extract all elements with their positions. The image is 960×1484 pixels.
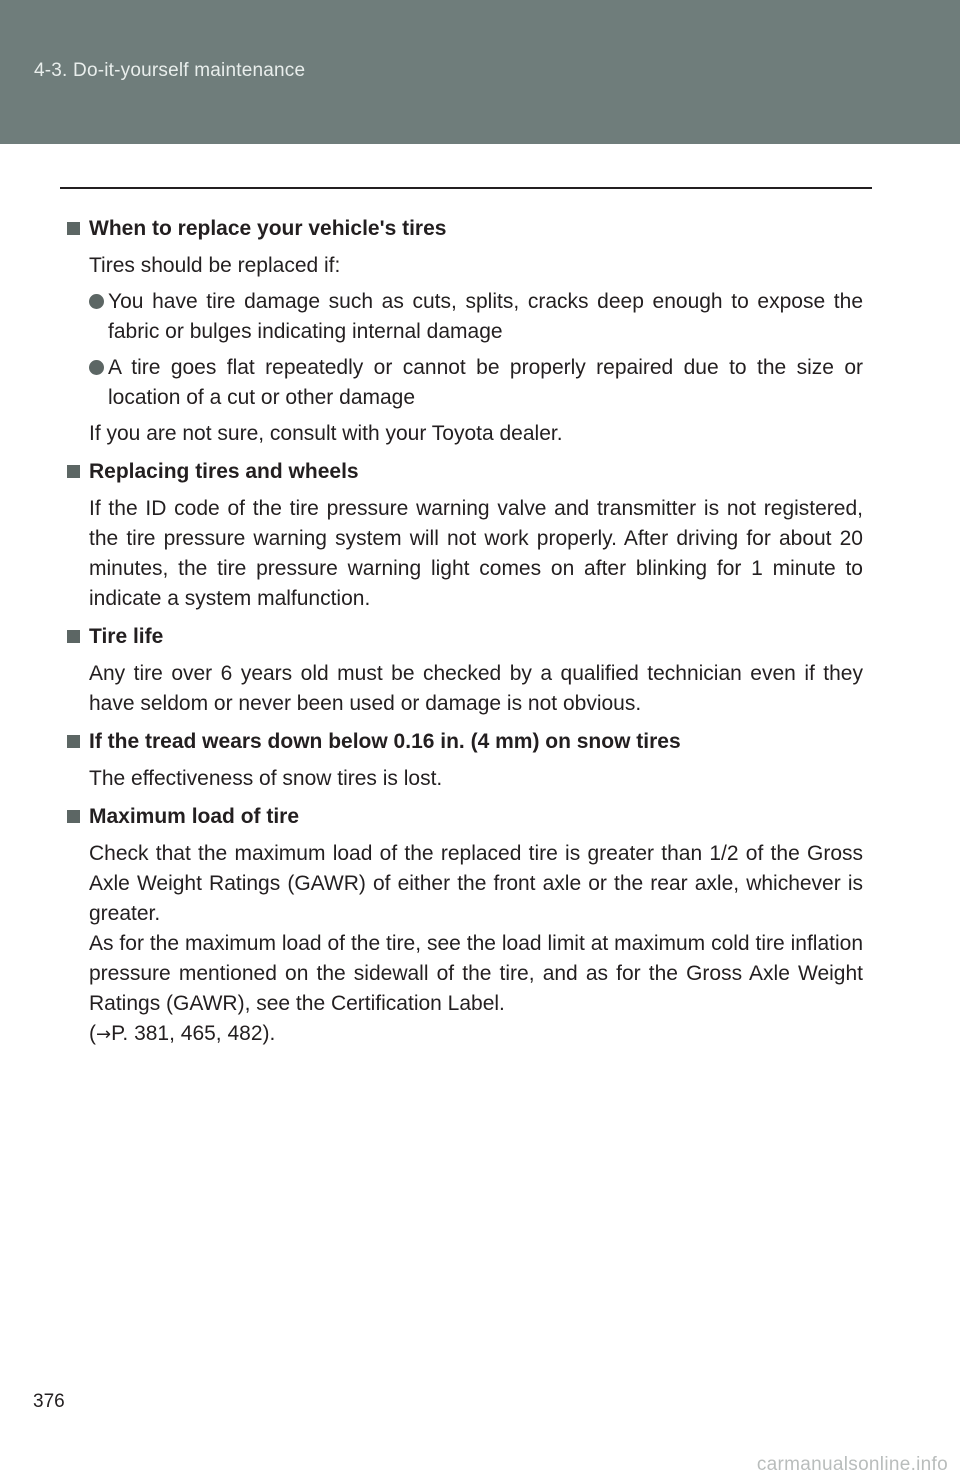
- section-replacing-tires: [67, 456, 863, 614]
- spacer: [67, 719, 863, 726]
- body-text: Any tire over 6 years old must be checked by a qualified technician even if they have seldom or never been used or damage is not obvious.: [89, 662, 863, 715]
- heading-text: Replacing tires and wheels: [89, 460, 359, 483]
- list-item: [89, 353, 863, 413]
- section-heading: [67, 621, 863, 653]
- circle-bullet-icon: [89, 294, 104, 309]
- heading-text: Tire life: [89, 625, 164, 648]
- spacer: [67, 614, 863, 621]
- square-bullet-icon: [67, 735, 80, 748]
- section-tire-life: [67, 621, 863, 719]
- list-item-text: You have tire damage such as cuts, splits, cracks deep enough to expose the fabric or bulges indicating internal damage: [108, 290, 863, 343]
- body-text-part1: Check that the maximum load of the replaced tire is greater than 1/2 of the Gross Axle Weight Ratings (GAWR) of either the front axle or the rear axle, whichever is greater.: [89, 842, 863, 925]
- body-text: [89, 839, 863, 929]
- page-reference[interactable]: [89, 1022, 275, 1045]
- body-text: If the ID code of the tire pressure warning valve and transmitter is not registered, the tire pressure warning system will not work properly. After driving for about 20 minutes, the tire pressure warning light comes on after blinking for 1 minute to indicate a system malfunction.: [89, 497, 863, 610]
- body-text-part2: As for the maximum load of the tire, see the load limit at maximum cold tire inflation pressure mentioned on the sidewall of the tire, and as for the Gross Axle Weight Ratings (GAWR), see the Certification Label.: [89, 932, 863, 1015]
- square-bullet-icon: [67, 222, 80, 235]
- section-heading: [67, 801, 863, 833]
- section-heading: [67, 726, 863, 758]
- section-maximum-load: [67, 801, 863, 1050]
- list-item: [89, 287, 863, 347]
- outro-text: If you are not sure, consult with your Toyota dealer.: [89, 422, 563, 445]
- body-text: [89, 929, 863, 1050]
- section-snow-tires: [67, 726, 863, 794]
- arrow-right-icon: →: [96, 1024, 112, 1045]
- ref-paren: (: [89, 1022, 96, 1045]
- heading-text: If the tread wears down below 0.16 in. (4 mm) on snow tires: [89, 730, 681, 753]
- ref-text: P. 381, 465, 482).: [111, 1022, 276, 1045]
- spacer: [67, 449, 863, 456]
- section-title: 4-3. Do-it-yourself maintenance: [34, 60, 306, 81]
- square-bullet-icon: [67, 810, 80, 823]
- intro-text: Tires should be replaced if:: [89, 254, 341, 277]
- body-text: The effectiveness of snow tires is lost.: [89, 767, 443, 790]
- heading-text: Maximum load of tire: [89, 805, 300, 828]
- section-heading: [67, 213, 863, 245]
- circle-bullet-icon: [89, 360, 104, 375]
- list-item-text: A tire goes flat repeatedly or cannot be properly repaired due to the size or location of a cut or other damage: [108, 356, 863, 409]
- square-bullet-icon: [67, 630, 80, 643]
- page-number: 376: [33, 1391, 65, 1412]
- watermark: carmanualsonline.info: [756, 1454, 948, 1475]
- square-bullet-icon: [67, 465, 80, 478]
- section-heading: [67, 456, 863, 488]
- heading-text: When to replace your vehicle's tires: [89, 217, 447, 240]
- header-band: [0, 0, 960, 144]
- spacer: [67, 794, 863, 801]
- divider-rule: [60, 187, 872, 189]
- section-when-to-replace: [67, 213, 863, 449]
- page-content: [67, 213, 863, 1050]
